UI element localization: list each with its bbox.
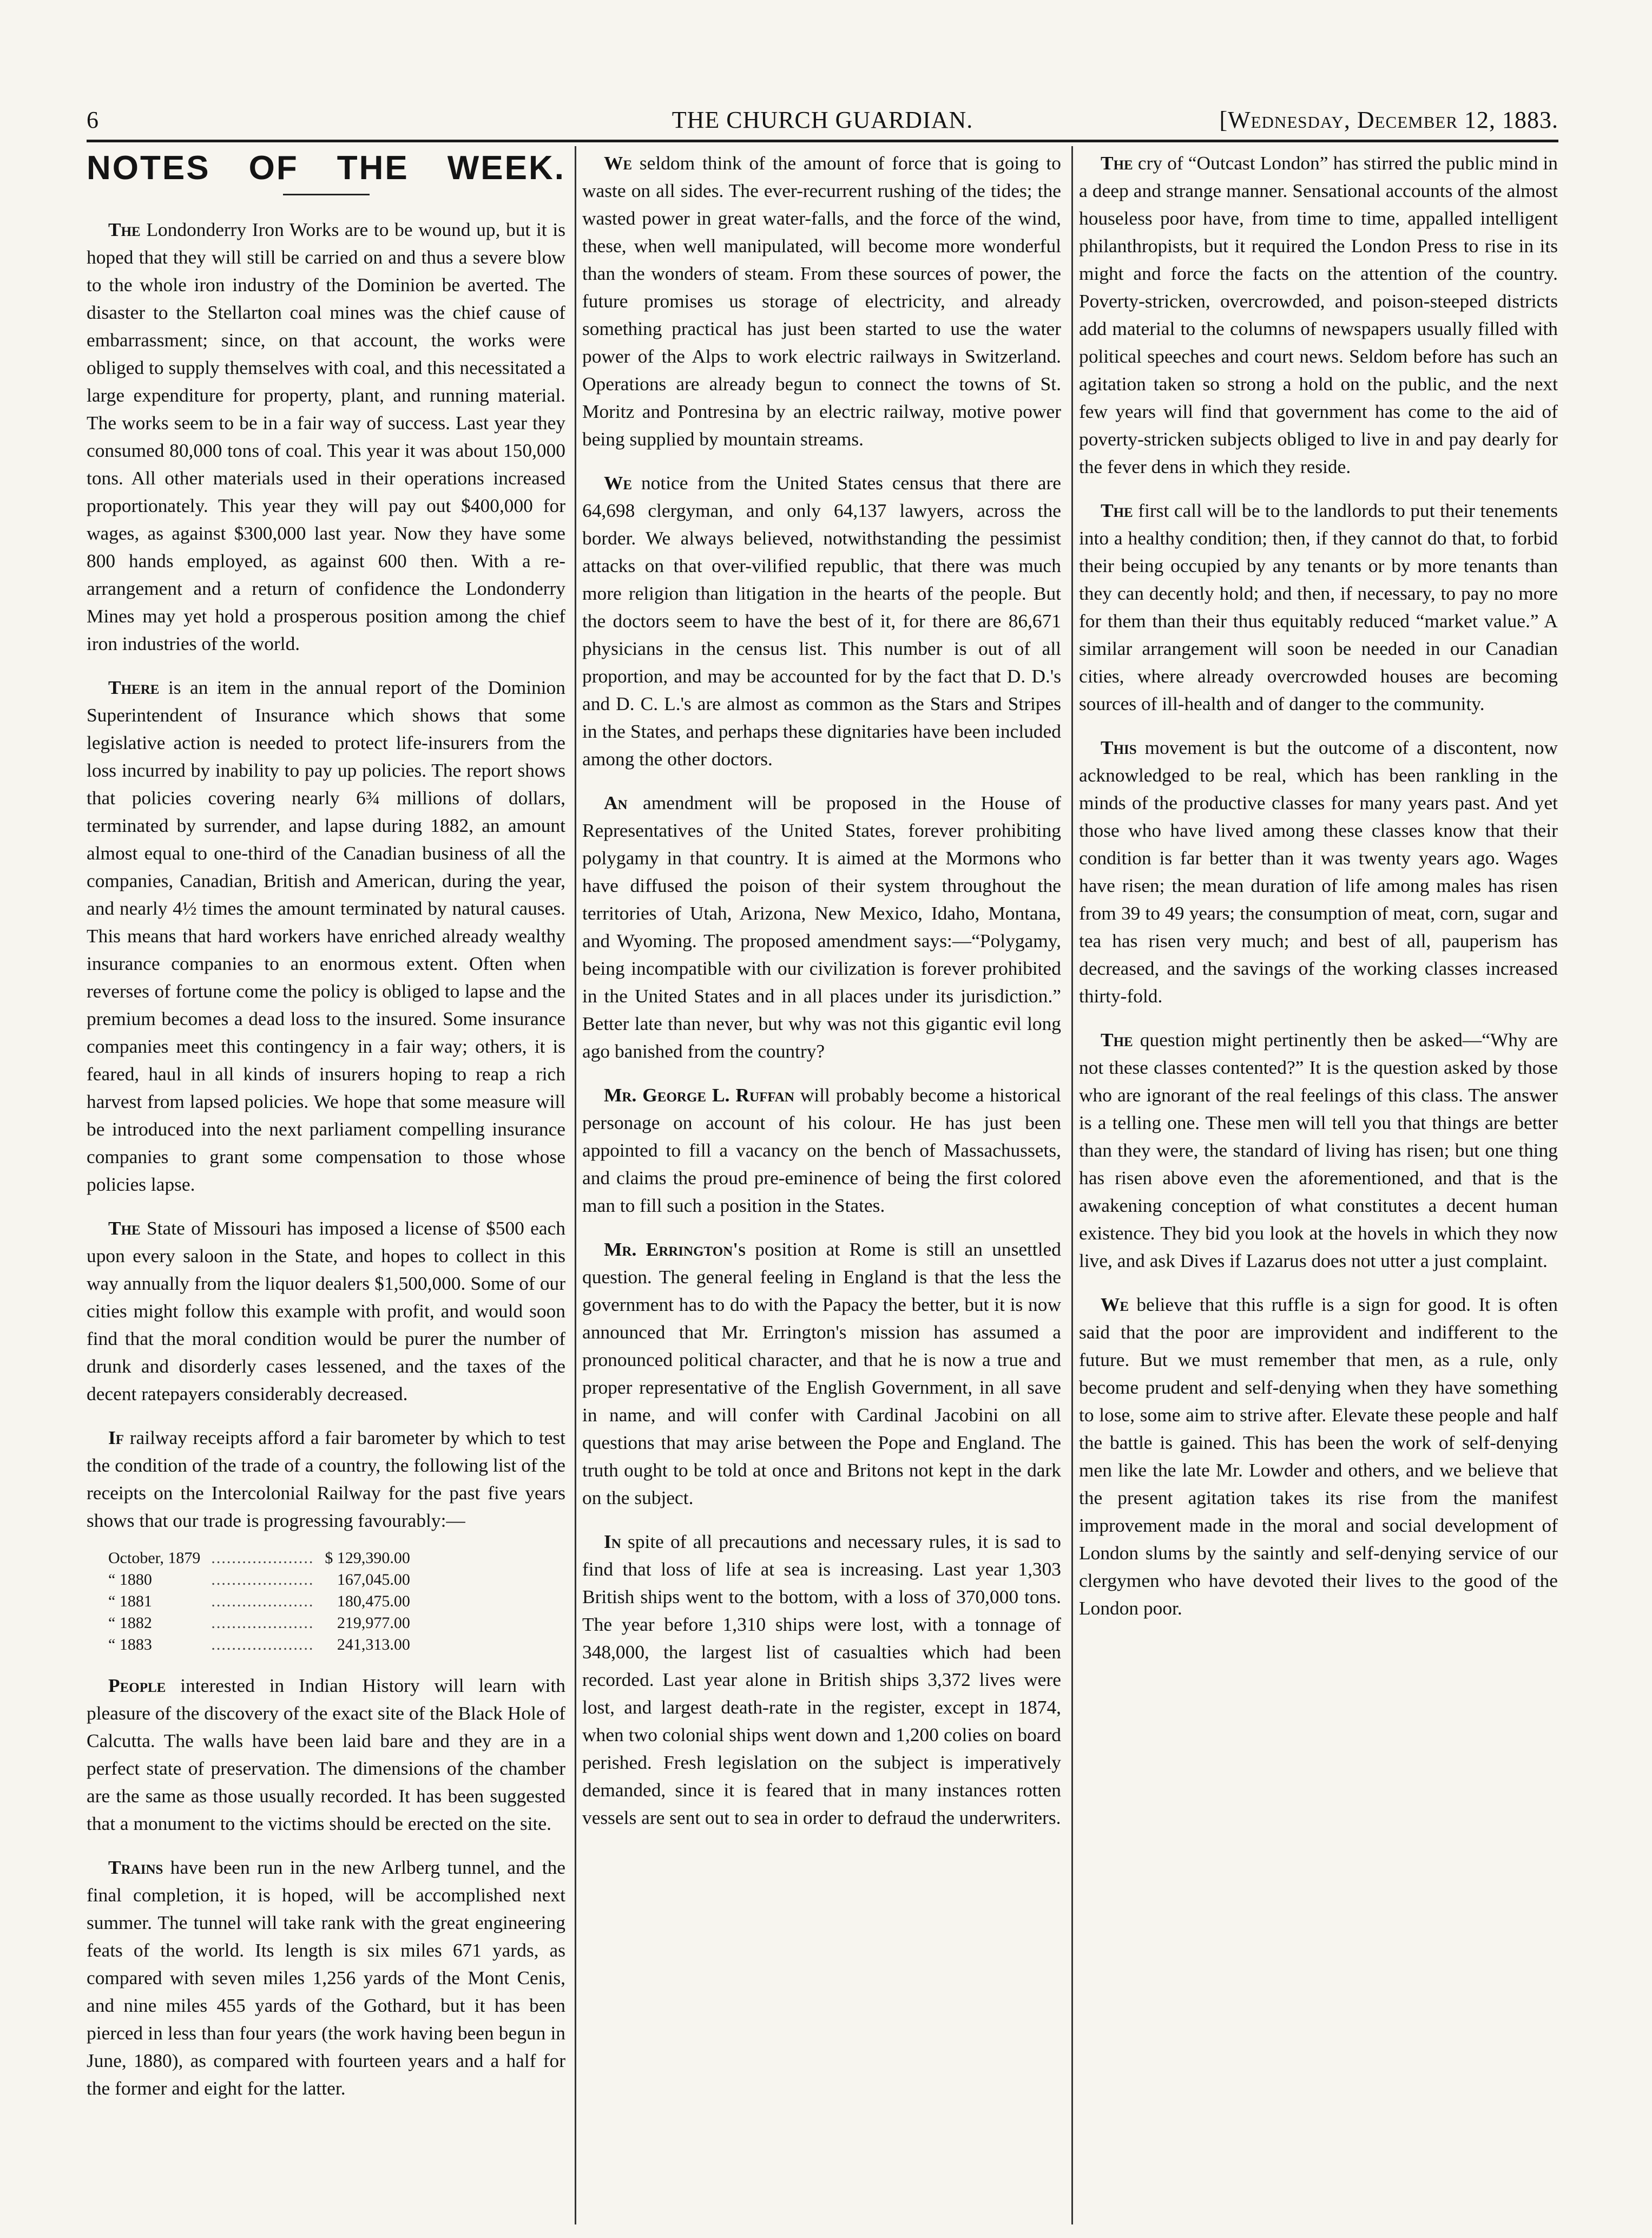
lead-word: The xyxy=(1101,152,1133,174)
leader-dots: .................... xyxy=(211,1636,314,1653)
article-paragraph xyxy=(582,469,1061,773)
receipt-year: “ 1883 xyxy=(108,1636,152,1653)
lead-word: The xyxy=(108,219,141,240)
paragraph-text: cry of “Outcast London” has stirred the public mind in a deep and strange manner. Sensational accounts of the almost houseless poor have, from time to time, appalled intelligent philanthropists, but it required the London Press to rise in its might and force the facts on the attention of the country. Poverty-stricken, overcrowded, and poison-steeped districts add material to the columns of newspapers usually filled with political speeches and court news. Seldom before has such an agitation taken so strong a hold on the public, and the next few years will find that government has come to the aid of poverty-stricken subjects obliged to live in and pay dearly for the fever dens in which they reside. xyxy=(1079,152,1558,477)
paragraph-text: will probably become a historical personage on account of his colour. He has just been appointed to fill a vacancy on the bench of Massachussets, and claims the proud pre-eminence of being the first colored man to fill such a position in the States. xyxy=(582,1084,1061,1216)
table-row xyxy=(103,1569,416,1591)
paragraph-text: first call will be to the landlords to put their tenements into a healthy condition; then, if they cannot do that, to forbid their being occupied by any tenants or by more tenants than they can decently hold; and then, if necessary, to pay no more for them than their thus equitably reduced “market value.” A similar arrangement will soon be needed in our Canadian cities, where already overcrowded houses are becoming sources of ill-health and of danger to the community. xyxy=(1079,500,1558,714)
table-row xyxy=(103,1634,416,1656)
paragraph-text: movement is but the outcome of a discontent, now acknowledged to be real, which has been rankling in the minds of the productive classes for many years past. And yet those who have lived among these classes know that their condition is far better than it was twenty years ago. Wages have risen; the mean duration of life among males has risen from 39 to 49 years; the consumption of meat, corn, sugar and tea has risen very much; and best of all, pauperism has decreased, and the savings of the working classes increased thirty-fold. xyxy=(1079,737,1558,1007)
lead-word: We xyxy=(604,472,633,494)
table-row xyxy=(103,1547,416,1569)
lead-word: The xyxy=(1101,500,1133,521)
receipt-amount: 180,475.00 xyxy=(337,1592,410,1610)
paragraph-text: amendment will be proposed in the House of Representatives of the United States, forever prohibiting polygamy in that country. It is aimed at the Mormons who have diffused the poison of their system throughout the territories of Utah, Arizona, New Mexico, Idaho, Montana, and Wyoming. The proposed amendment says:—“Polygamy, being incompatible with our civilization is forever prohibited in the United States and in all places under its jurisdiction.” Better late than never, but why was not this gigantic evil long ago banished from the country? xyxy=(582,792,1061,1062)
paragraph-text: State of Missouri has imposed a license of $500 each upon every saloon in the State, and hopes to collect in this way annually from the liquor dealers $1,500,000. Some of our cities might follow this example with profit, and would soon find that the moral condition would be purer the number of drunk and disorderly cases lessened, and the taxes of the decent ratepayers considerably decreased. xyxy=(87,1217,565,1405)
article-paragraph xyxy=(87,1424,565,1534)
article-paragraph xyxy=(582,1081,1061,1219)
receipt-amount: $ 129,390.00 xyxy=(325,1549,410,1567)
leader-dots: .................... xyxy=(211,1549,314,1567)
section-heading: NOTES OF THE WEEK. xyxy=(87,149,565,187)
lead-word: An xyxy=(604,792,628,813)
lead-word: People xyxy=(108,1675,166,1696)
lead-word: Mr. Errington's xyxy=(604,1238,746,1260)
lead-word: In xyxy=(604,1531,621,1552)
article-paragraph xyxy=(1079,497,1558,718)
paragraph-text: Londonderry Iron Works are to be wound up, but it is hoped that they will still be carried on and thus a severe blow to the whole iron industry of the Dominion be averted. The disaster to the Stellarton coal mines was the chief cause of embarrassment; since, on that account, the works were obliged to supply themselves with coal, and this necessitated a large expenditure for property, plant, and running material. The works seem to be in a fair way of success. Last year they consumed 80,000 tons of coal. This year it was about 150,000 tons. All other materials used in their operations increased proportionately. This year they will pay out $400,000 for wages, as against $300,000 last year. Now they have some 800 hands employed, as against 600 then. With a re-arrangement and a return of confidence the Londonderry Mines may yet hold a prosperous position among the chief iron industries of the world. xyxy=(87,219,565,654)
article-paragraph xyxy=(582,789,1061,1065)
page-number: 6 xyxy=(87,107,99,133)
column-2 xyxy=(582,149,1061,2206)
article-paragraph xyxy=(1079,1291,1558,1622)
receipt-year: “ 1880 xyxy=(108,1571,152,1589)
paragraph-text: is an item in the annual report of the Dominion Superintendent of Insurance which shows that some legislative action is needed to protect life-insurers from the loss incurred by inability to pay up policies. The report shows that policies covering nearly 6¾ millions of dollars, terminated by surrender, and lapse during 1882, an amount almost equal to one-third of the Canadian business of all the companies, Canadian, British and American, during the year, and nearly 4½ times the amount terminated by natural causes. This means that hard workers have enriched already wealthy insurance companies to an enormous extent. Often when reverses of fortune come the policy is obliged to lapse and the premium becomes a dead loss to the insured. Some insurance companies meet this contingency in a fair way; others, it is feared, haul in all kinds of insurers hoping to reap a rich harvest from lapsed policies. We hope that some measure will be introduced into the next parliament compelling insurance companies to grant some compensation to those whose policies lapse. xyxy=(87,677,565,1195)
article-paragraph xyxy=(1079,734,1558,1010)
leader-dots: .................... xyxy=(211,1614,314,1632)
article-paragraph xyxy=(582,1236,1061,1512)
column-3 xyxy=(1079,149,1558,2206)
receipt-year: October, 1879 xyxy=(108,1549,201,1567)
lead-word: We xyxy=(1101,1294,1129,1315)
lead-word: If xyxy=(108,1427,124,1448)
article-paragraph xyxy=(87,674,565,1198)
masthead xyxy=(87,106,1558,144)
receipt-year: “ 1882 xyxy=(108,1614,152,1632)
paragraph-text: interested in Indian History will learn with pleasure of the discovery of the exact site of the Black Hole of Calcutta. The walls have been laid bare and they are in a perfect state of preservation. The dimensions of the chamber are the same as those usually recorded. It has been suggested that a monument to the victims should be erected on the site. xyxy=(87,1675,565,1834)
receipt-year: “ 1881 xyxy=(108,1592,152,1610)
paragraph-text: believe that this ruffle is a sign for good. It is often said that the poor are improvident and indifferent to the future. But we must remember that men, as a rule, only become prudent and self-denying when they have something to lose, some aim to strive after. Elevate these people and half the battle is gained. This has been the work of self-denying men like the late Mr. Lowder and others, and we believe that the present agitation takes its rise from the manifest improvement made in the moral and social development of London slums by the saintly and self-denying service of our clergymen who have devoted their lives to the good of the London poor. xyxy=(1079,1294,1558,1619)
masthead-rule xyxy=(87,140,1558,142)
receipt-amount: 167,045.00 xyxy=(337,1571,410,1589)
article-paragraph xyxy=(87,1672,565,1837)
table-row xyxy=(103,1591,416,1612)
lead-word: The xyxy=(1101,1029,1133,1051)
lead-word: There xyxy=(108,677,160,698)
paragraph-text: question might pertinently then be asked—“Why are not these classes contented?” It is the question asked by those who are ignorant of the real feelings of this class. The answer is a telling one. These men will tell you that things are better than they were, the standard of living has risen; but one thing has risen above even the aforementioned, and that is the awakening conception of what constitutes a decent human existence. They bid you look at the hovels in which they now live, and ask Dives if Lazarus does not utter a just complaint. xyxy=(1079,1029,1558,1271)
article-paragraph xyxy=(582,149,1061,453)
article-paragraph xyxy=(1079,149,1558,481)
article-paragraph xyxy=(1079,1026,1558,1275)
paragraph-text: position at Rome is still an unsettled question. The general feeling in England is that the less the government has to do with the Papacy the better, but it is now announced that Mr. Errington's mission has assumed a pronounced political character, and that he is now a true and proper representative of the English Government, in all save in name, and will confer with Cardinal Jacobini on all questions that may arise between the Pope and England. The truth ought to be told at once and Britons not kept in the dark on the subject. xyxy=(582,1238,1061,1508)
article-paragraph xyxy=(582,1528,1061,1832)
article-paragraph xyxy=(87,216,565,658)
lead-word: The xyxy=(108,1217,141,1239)
receipt-amount: 219,977.00 xyxy=(337,1614,410,1632)
article-paragraph xyxy=(87,1215,565,1408)
receipt-amount: 241,313.00 xyxy=(337,1636,410,1653)
leader-dots: .................... xyxy=(211,1592,314,1610)
table-row xyxy=(103,1612,416,1634)
paragraph-text: notice from the United States census that there are 64,698 clergyman, and only 64,137 lawyers, across the border. We always believed, notwithstanding the pessimist attacks on that over-vilified republic, that there was much more religion than litigation in the hearts of the people. But the doctors seem to have the best of it, for there are 86,671 physicians in the census list. This number is out of all proportion, and may be accounted for by the fact that D. D.'s and D. C. L.'s are almost as common as the Stars and Stripes in the States, and perhaps these dignitaries have been included among the other doctors. xyxy=(582,472,1061,770)
paragraph-text: railway receipts afford a fair barometer by which to test the condition of the trade of a country, the following list of the receipts on the Intercolonial Railway for the past five years shows that our trade is progressing favourably:— xyxy=(87,1427,565,1531)
leader-dots: .................... xyxy=(211,1571,314,1589)
railway-receipts-table xyxy=(103,1547,416,1656)
lead-word: Trains xyxy=(108,1856,163,1878)
paragraph-text: seldom think of the amount of force that is going to waste on all sides. The ever-recurrent rushing of the tides; the wasted power in great water-falls, and the force of the wind, these, when well manipulated, will become more wonderful than the wonders of steam. From these sources of power, the future promises us storage of electricity, and already something practical has just been started to use the water power of the Alps to work electric railways in Switzerland. Operations are already begun to connect the towns of St. Moritz and Pontresina by an electric railway, motive power being supplied by mountain streams. xyxy=(582,152,1061,450)
lead-word: We xyxy=(604,152,633,174)
column-divider xyxy=(1071,146,1073,2224)
issue-date: [Wednesday, December 12, 1883. xyxy=(1219,107,1558,133)
paragraph-text: have been run in the new Arlberg tunnel, and the final completion, it is hoped, will be accomplished next summer. The tunnel will take rank with the great engineering feats of the world. Its length is six miles 671 yards, as compared with seven miles 1,256 yards of the Mont Cenis, and nine miles 455 yards of the Gothard, but it has been pierced in less than four years (the work having been begun in June, 1880), as compared with fourteen years and a half for the former and eight for the latter. xyxy=(87,1856,565,2099)
column-1 xyxy=(87,149,565,2206)
lead-word: Mr. George L. Ruffan xyxy=(604,1084,794,1106)
column-divider xyxy=(575,146,576,2224)
article-paragraph xyxy=(87,1854,565,2102)
heading-rule xyxy=(283,194,370,195)
lead-word: This xyxy=(1101,737,1137,758)
paragraph-text: spite of all precautions and necessary rules, it is sad to find that loss of life at sea is increasing. Last year 1,303 British ships went to the bottom, with a loss of 370,000 tons. The year before 1,310 ships were lost, with a tonnage of 348,000, the largest list of casualties which had been recorded. Last year alone in British ships 3,372 lives were lost, and largest death-rate in the register, except in 1874, when two colonial ships went down and 1,200 colies on board perished. Fresh legislation on the subject is imperatively demanded, since it is feared that in many instances rotten vessels are sent out to sea in order to defraud the underwriters. xyxy=(582,1531,1061,1828)
newspaper-title: THE CHURCH GUARDIAN. xyxy=(672,107,973,133)
